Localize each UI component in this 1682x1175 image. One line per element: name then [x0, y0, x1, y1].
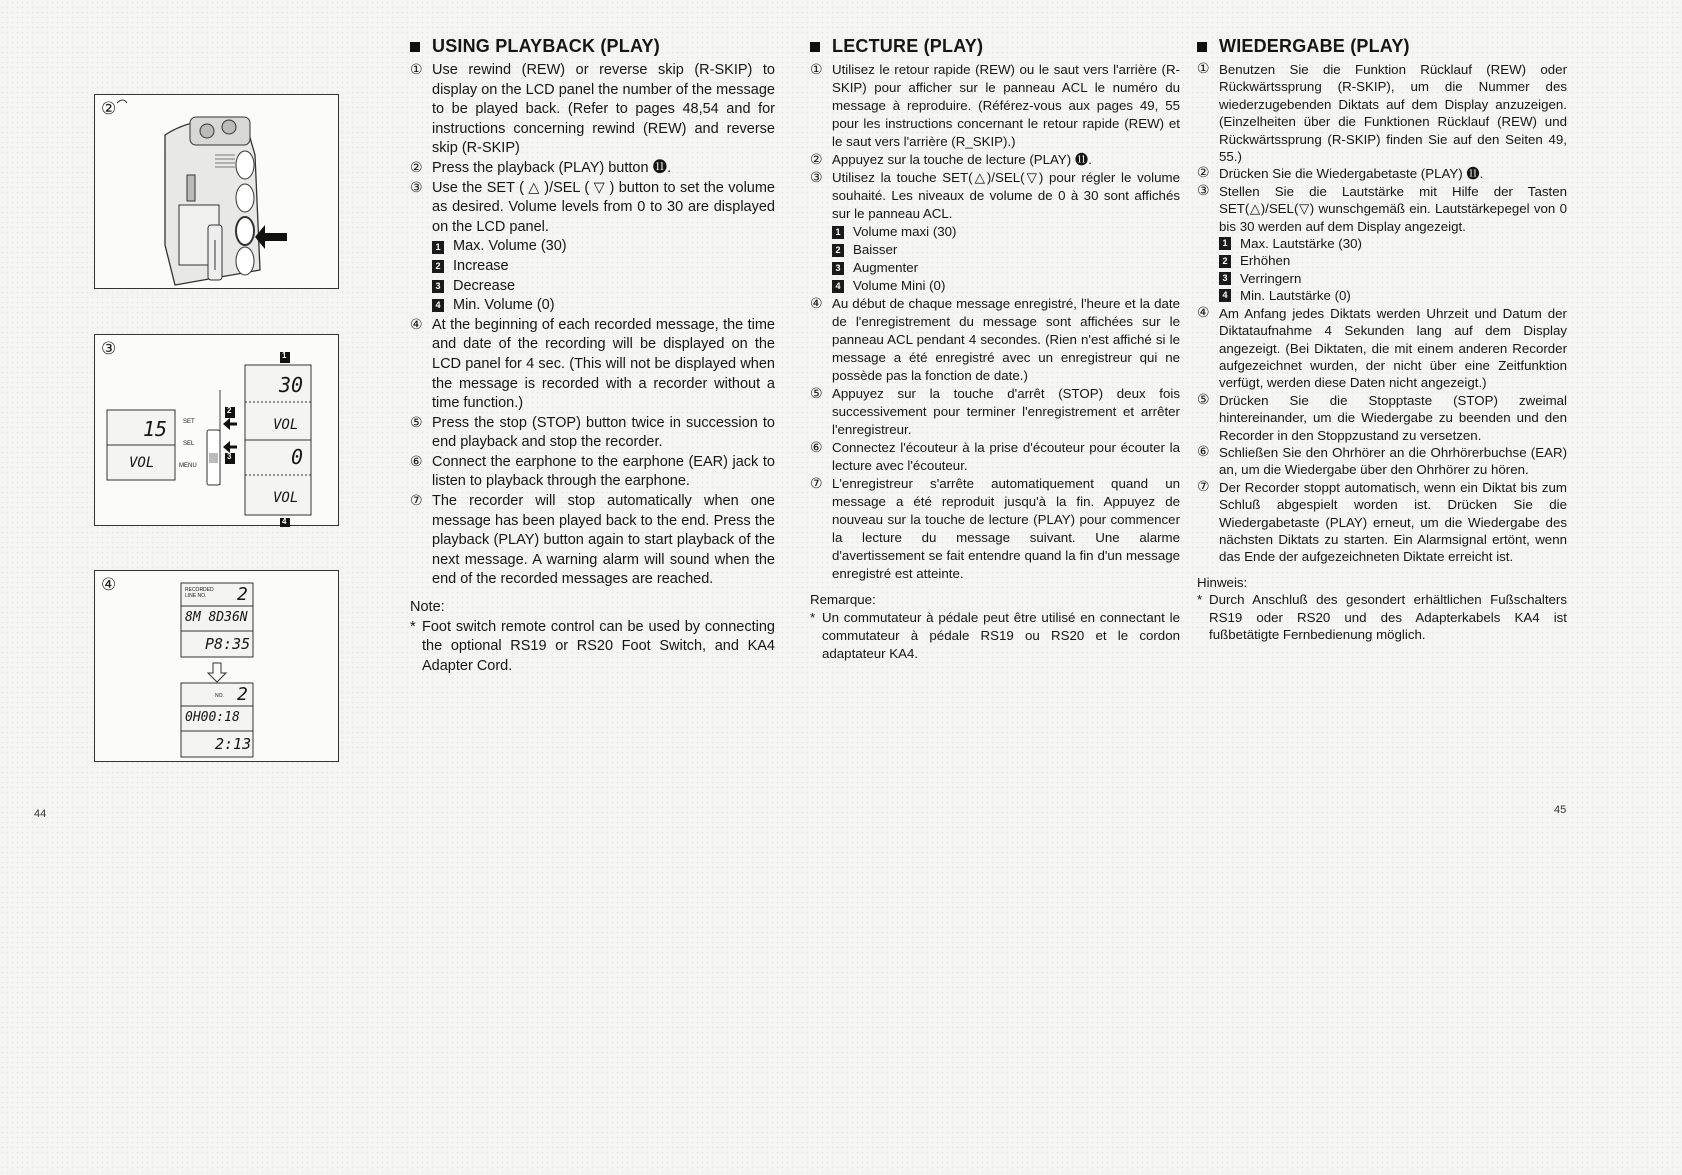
sub-item-text: Verringern [1240, 270, 1302, 286]
badge-icon: 3 [832, 262, 844, 275]
side-label-set: SET [183, 419, 195, 425]
step-item [810, 61, 1180, 151]
step-text: Schließen Sie den Ohrhörer an die Ohrhörerbuchse (EAR) an, um die Wiedergabe über den Ohrhörer zu hören. [1219, 444, 1567, 478]
step-number: ③ [410, 179, 423, 196]
badge-icon: 4 [832, 280, 844, 293]
badge-icon: 4 [1219, 289, 1231, 302]
step-number: ④ [1197, 304, 1210, 321]
step-text: Drücken Sie die Stopptaste (STOP) zweimal hintereinander, um die Wiedergabe zu beenden und den Recorder in den Stoppzustand zu versetzen. [1219, 392, 1567, 443]
volume-sub-item [832, 241, 1180, 259]
sub-item-text: Min. Lautstärke (0) [1240, 288, 1351, 304]
side-label-sel: SEL [183, 441, 195, 447]
section-title [410, 36, 775, 57]
step-text: L'enregistreur s'arrête automatiquement quand un message a été reproduit jusqu'à la fin. Appuyez de nouveau sur la touche de lecture (PLAY) pour commencer la lecture du message suivant. Une alarme d'avertissement se fait entendre quand la fin d'un message enregistré est atteinte. [832, 476, 1180, 581]
sub-item-text: Volume Mini (0) [853, 278, 946, 293]
step-number: ⑦ [1197, 478, 1210, 495]
side-label-menu: MENU [179, 463, 197, 469]
lcd-left-volume: 15 [143, 417, 168, 441]
note-heading: Hinweis: [1197, 574, 1248, 590]
step-item [810, 169, 1180, 223]
step-item [1197, 183, 1567, 235]
lcd-right-min: 0 [291, 445, 304, 469]
lcd-right-label-2: VOL [273, 490, 299, 506]
badge-3: 3 [227, 452, 232, 461]
badge-icon: 4 [432, 299, 444, 312]
step-number: ③ [810, 170, 823, 186]
step-text: Utilisez la touche SET(△)/SEL(▽) pour régler le volume souhaité. Les niveaux de volume de 0 à 30 sont affichés sur le panneau ACL. [832, 170, 1180, 221]
volume-sub-item [432, 277, 775, 297]
badge-icon: 3 [1219, 272, 1231, 285]
step-text: Der Recorder stoppt automatisch, wenn ein Diktat bis zum Schluß abgespielt worden ist. Drücken Sie die Wiedergabetaste (PLAY) erneut, um die Wiedergabe des nächsten Diktats zu starten. Ein Alarmsignal ertönt, wenn das Ende der aufgezeichneten Diktate erreicht ist. [1219, 479, 1567, 565]
step-number: ① [1197, 61, 1210, 77]
step-number: ① [810, 62, 823, 78]
asterisk: * [810, 610, 816, 625]
step-item [410, 316, 775, 414]
figure-step-label: ③ [101, 339, 117, 359]
volume-sub-item [832, 277, 1180, 295]
step-number: ⑤ [410, 414, 423, 431]
lcd-right-max: 30 [279, 373, 304, 397]
step-text: Press the stop (STOP) button twice in succession to end playback and stop the recorder. [432, 414, 775, 451]
square-bullet-icon [1197, 42, 1207, 52]
figure-time-date-display [94, 570, 339, 762]
page-number-left: 44 [34, 808, 47, 820]
sub-item-text: Min. Volume (0) [453, 297, 555, 314]
note [410, 618, 775, 677]
badge-icon: 2 [432, 260, 444, 273]
badge-icon: 2 [832, 244, 844, 257]
step-text: Stellen Sie die Lautstärke mit Hilfe der Tasten SET(△)/SEL(▽) wunschgemäß ein. Lautstärkepegel von 0 bis 30 werden auf dem Display angezeigt. [1219, 183, 1567, 234]
note-heading: Note: [410, 599, 445, 616]
step-text: Drücken Sie die Wiedergabetaste (PLAY) ⓫. [1219, 166, 1484, 182]
figure-volume-display [94, 334, 339, 526]
section-title-text: WIEDERGABE (PLAY) [1219, 36, 1410, 56]
step-number: ③ [1197, 182, 1210, 199]
step-item [810, 295, 1180, 385]
sub-item-text: Decrease [453, 277, 516, 294]
step-text: The recorder will stop automatically when one message has been played back to the end. Press the playback (PLAY) button again to start playback of the next message. A warning alarm will sound when the end of the recorded messages are reached. [432, 493, 775, 588]
lcd-a-label: RECORDED LINE NO. [185, 587, 214, 599]
sub-item-text: Max. Lautstärke (30) [1240, 236, 1362, 252]
sub-item-text: Baisser [853, 242, 898, 257]
step-number: ⑥ [410, 453, 423, 470]
step-item [410, 159, 775, 179]
volume-sub-item [832, 223, 1180, 241]
step-text: Am Anfang jedes Diktats werden Uhrzeit und Datum der Diktataufnahme 4 Sekunden lang auf dem Display angezeigt. (Bei Diktaten, die mit einem anderen Recorder aufgezeichnet wurden, der nicht über eine Zeitfunktion verfügt, werden diese Daten nicht angezeigt.) [1219, 305, 1567, 391]
step-item [810, 439, 1180, 475]
step-number: ① [410, 62, 423, 78]
figure-step-label: ④ [101, 575, 117, 595]
asterisk: * [1197, 592, 1203, 608]
note [1197, 591, 1567, 643]
lcd-b-number: 2 [237, 684, 248, 705]
lcd-b-elapsed: 0H00:18 [185, 710, 240, 725]
lcd-a-date: 8M 8D36N [185, 610, 248, 625]
step-number: ② [410, 159, 423, 176]
volume-sub-item [832, 259, 1180, 277]
badge-icon: 1 [832, 226, 844, 239]
step-number: ⑦ [810, 476, 823, 492]
step-item [1197, 392, 1567, 444]
section-title [810, 36, 1180, 57]
step-text: Appuyez sur la touche d'arrêt (STOP) deux fois successivement pour terminer l'enregistrement et arrêter l'enregistreur. [832, 386, 1180, 437]
badge-icon: 2 [1219, 255, 1231, 268]
square-bullet-icon [810, 42, 820, 52]
step-text: Au début de chaque message enregistré, l'heure et la date de l'enregistrement du message sont affichées sur le panneau ACL pendant 4 secondes. (Rien n'est affiché si le message a été enregistré avec un enregistreur qui ne possède pas la fonction de date.) [832, 296, 1180, 383]
step-item [1197, 165, 1567, 182]
figure-step-label: ② [101, 99, 117, 119]
step-text: At the beginning of each recorded message, the time and date of the recording will be displayed on the LCD panel for 4 sec. (This will not be displayed when the message is recorded with a recorder without a time function.) [432, 316, 775, 412]
volume-sub-item [1219, 252, 1567, 269]
volume-lcd-illustration [95, 335, 340, 527]
step-number: ⑦ [410, 493, 423, 510]
volume-sub-item [1219, 287, 1567, 304]
sub-item-text: Max. Volume (30) [453, 238, 567, 255]
badge-4: 4 [282, 517, 287, 526]
step-number: ⑥ [1197, 443, 1210, 460]
note-text: Un commutateur à pédale peut être utilisé en connectant le commutateur à pédale RS19 ou RS20 et le cordon adaptateur KA4. [822, 610, 1180, 661]
step-text: Use rewind (REW) or reverse skip (R-SKIP) to display on the LCD panel the number of the message to be played back. (Refer to pages 48,54 and for instructions concerning rewind (REW) and reverse skip (R-SKIP) [432, 62, 775, 157]
volume-sub-item [1219, 270, 1567, 287]
step-text: Use the SET ( △ )/SEL ( ▽ ) button to set the volume as desired. Volume levels from 0 to 30 are displayed on the LCD panel. [432, 179, 775, 235]
badge-2: 2 [227, 406, 232, 415]
french-column [810, 36, 1180, 663]
figure-recorder-play-button [94, 94, 339, 289]
volume-sub-item [432, 257, 775, 277]
step-item [810, 151, 1180, 169]
lcd-a-number: 2 [237, 584, 248, 605]
step-item [810, 475, 1180, 583]
volume-sub-item [432, 237, 775, 257]
step-item [1197, 305, 1567, 392]
volume-sub-item [1219, 235, 1567, 252]
lcd-right-label-1: VOL [273, 417, 299, 433]
lcd-b-label: NO. [215, 693, 224, 699]
step-text: Utilisez le retour rapide (REW) ou le saut vers l'arrière (R-SKIP) pour afficher sur le panneau ACL le numéro du message à reproduire. (Référez-vous aux pages 49, 55 pour les instructions concernant le retour rapide (REW) et le saut vers l'arrière (R_SKIP).) [832, 62, 1180, 149]
step-item [1197, 479, 1567, 566]
sub-item-text: Volume maxi (30) [853, 224, 957, 239]
step-text: Connectez l'écouteur à la prise d'écouteur pour écouter la lecture avec l'écouteur. [832, 440, 1180, 473]
step-item [810, 385, 1180, 439]
step-number: ② [1197, 165, 1210, 182]
step-item [410, 61, 775, 159]
step-item [410, 414, 775, 453]
sub-item-text: Erhöhen [1240, 253, 1291, 269]
step-item [410, 179, 775, 238]
step-item [410, 492, 775, 590]
english-column [410, 36, 775, 676]
sub-item-text: Augmenter [853, 260, 919, 275]
step-number: ⑤ [810, 386, 823, 402]
step-text: Benutzen Sie die Funktion Rücklauf (REW) oder Rückwärtssprung (R-SKIP), um die Nummer des wiederzugebenden Diktats auf dem Display anzuzeigen. (Einzelheiten über die Funktionen Rücklauf (REW) und Rückwärtssprung (R-SKIP) finden Sie auf den Seiten 49, 55.) [1219, 62, 1567, 165]
asterisk: * [410, 618, 416, 635]
step-text: Press the playback (PLAY) button ⓫. [432, 159, 672, 176]
step-number: ② [810, 152, 823, 168]
step-item [410, 453, 775, 492]
step-number: ⑤ [1197, 391, 1210, 408]
note-text: Durch Anschluß des gesondert erhältlichen Fußschalters RS19 oder RS20 und des Adapterkabels KA4 ist fußbetätigte Fernbedienung möglich. [1209, 592, 1567, 642]
lcd-a-time: P8:35 [205, 635, 251, 653]
badge-icon: 1 [432, 241, 444, 254]
step-item [1197, 444, 1567, 479]
step-number: ⑥ [810, 440, 823, 456]
step-number: ④ [810, 296, 823, 312]
badge-icon: 1 [1219, 237, 1231, 250]
square-bullet-icon [410, 42, 420, 52]
section-title-text: USING PLAYBACK (PLAY) [432, 36, 660, 56]
note-text: Foot switch remote control can be used by connecting the optional RS19 or RS20 Foot Switch, and KA4 Adapter Cord. [422, 618, 775, 674]
volume-sub-item [432, 296, 775, 316]
section-title [1197, 36, 1567, 57]
recorder-illustration [95, 95, 340, 290]
step-item [1197, 61, 1567, 165]
step-number: ④ [410, 316, 423, 333]
step-text: Connect the earphone to the earphone (EAR) jack to listen to playback through the earphone. [432, 453, 775, 490]
note [810, 609, 1180, 663]
sub-item-text: Increase [453, 257, 509, 274]
badge-1: 1 [282, 351, 287, 360]
german-column [1197, 36, 1567, 643]
section-title-text: LECTURE (PLAY) [832, 36, 984, 56]
lcd-left-label: VOL [129, 455, 155, 471]
page-number-right: 45 [1554, 804, 1567, 816]
note-heading: Remarque: [810, 592, 876, 607]
lcd-b-time: 2:13 [215, 735, 252, 753]
badge-icon: 3 [432, 280, 444, 293]
step-text: Appuyez sur la touche de lecture (PLAY) ⓫. [832, 152, 1092, 167]
